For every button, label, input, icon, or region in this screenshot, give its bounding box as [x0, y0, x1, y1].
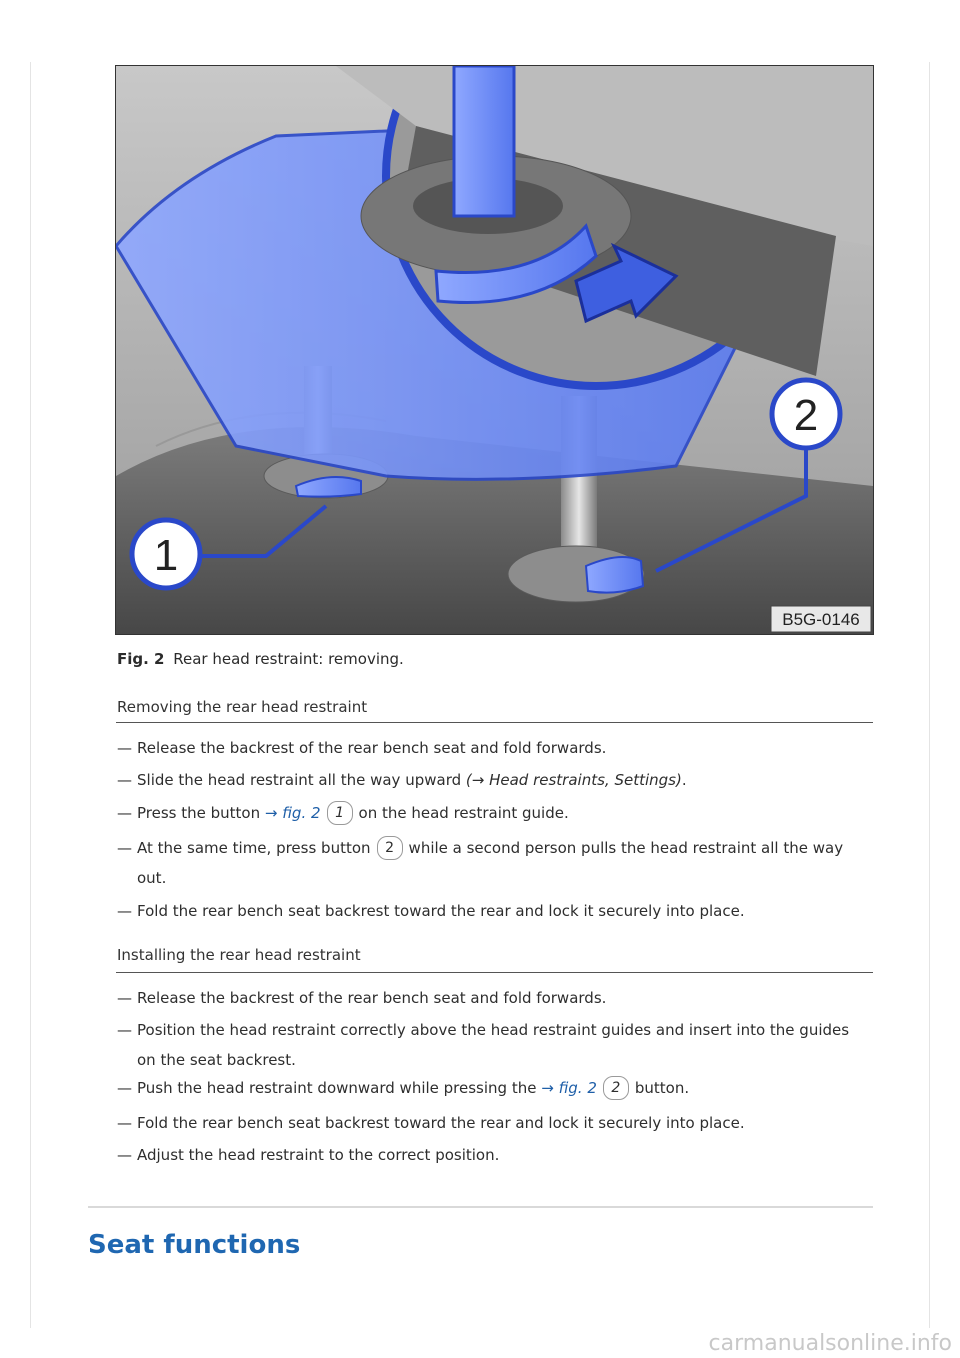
callout-2-label: 2: [793, 391, 819, 440]
removing-step-4: — At the same time, press button 2 while a second person pulls the head restraint all the way out.: [117, 833, 877, 893]
figure-illustration: [115, 65, 874, 635]
callout-badge-2: 2: [377, 836, 403, 860]
fig-2-link[interactable]: → fig. 2: [541, 1079, 597, 1097]
section-divider: [88, 1206, 873, 1208]
installing-rule: [116, 972, 873, 973]
callout-badge-2: 2: [603, 1076, 629, 1100]
caption-label: Fig. 2: [117, 650, 165, 668]
installing-step-4: — Fold the rear bench seat backrest toward the rear and lock it securely into place.: [117, 1114, 745, 1132]
installing-heading: Installing the rear head restraint: [117, 946, 361, 964]
installing-step-3: — Push the head restraint downward while pressing the → fig. 2 2 button.: [117, 1073, 877, 1103]
installing-step-2: — Position the head restraint correctly above the head restraint guides and insert into the guides on the seat backrest.: [117, 1021, 850, 1069]
installing-step-5: — Adjust the head restraint to the correct position.: [117, 1146, 500, 1164]
watermark: carmanualsonline.info: [708, 1331, 952, 1356]
fig-2-link[interactable]: → fig. 2: [264, 804, 321, 822]
installing-step-1: — Release the backrest of the rear bench seat and fold forwards.: [117, 989, 607, 1007]
callout-1-label: 1: [153, 531, 179, 580]
figure-badge: B5G-0146: [782, 610, 860, 629]
removing-step-5: — Fold the rear bench seat backrest toward the rear and lock it securely into place.: [117, 902, 745, 920]
right-margin-line: [929, 62, 930, 1328]
callout-badge-1: 1: [327, 801, 353, 825]
removing-step-1: — Release the backrest of the rear bench seat and fold forwards.: [117, 739, 607, 757]
removing-step-2: — Slide the head restraint all the way upward (→ Head restraints, Settings).: [117, 771, 687, 789]
head-restraints-settings-link[interactable]: (→ Head restraints, Settings): [465, 771, 682, 789]
caption-text: Rear head restraint: removing.: [173, 650, 404, 668]
removing-heading: Removing the rear head restraint: [117, 698, 368, 716]
figure-caption: [117, 650, 404, 668]
left-margin-line: [30, 62, 31, 1328]
section-title: Seat functions: [88, 1230, 301, 1260]
removing-rule: [116, 722, 873, 723]
removing-step-3: — Press the button → fig. 2 1 on the head restraint guide.: [117, 798, 877, 828]
